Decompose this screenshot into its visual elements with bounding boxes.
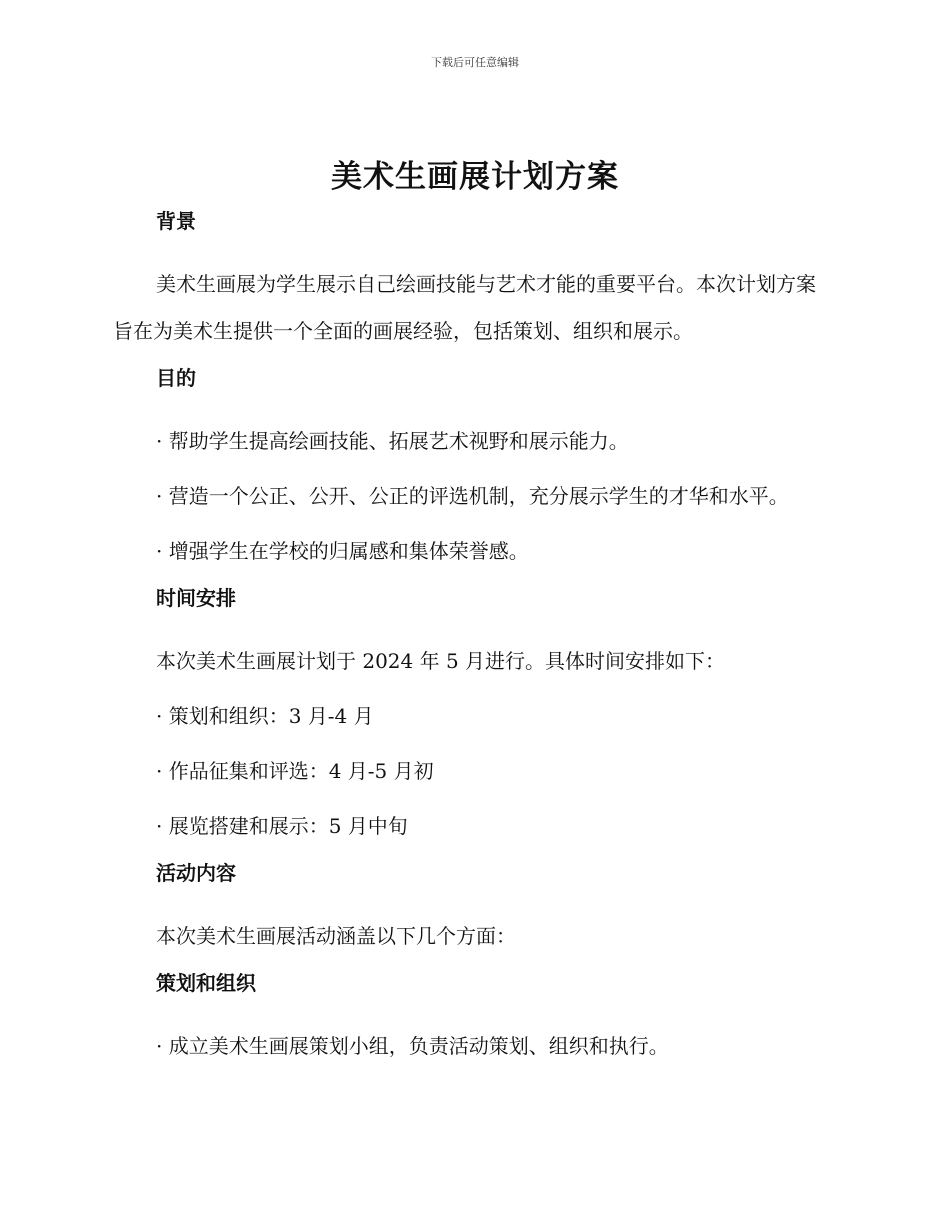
document-body [113, 206, 833, 1078]
page-header-note: 下载后可任意编辑 [431, 56, 519, 69]
section-heading-background: 背景 [156, 209, 196, 233]
schedule-item: · 作品征集和评选：4 月-5 月初 [156, 759, 434, 783]
section-heading-purpose: 目的 [156, 366, 196, 390]
purpose-item: · 帮助学生提高绘画技能、拓展艺术视野和展示能力。 [156, 429, 629, 453]
section-heading-planning: 策划和组织 [156, 971, 256, 995]
schedule-item: · 展览搭建和展示：5 月中旬 [156, 814, 408, 838]
document-title: 美术生画展计划方案 [331, 159, 619, 195]
section-heading-activities: 活动内容 [156, 861, 236, 885]
schedule-item: · 策划和组织：3 月-4 月 [156, 704, 374, 728]
schedule-intro: 本次美术生画展计划于 2024 年 5 月进行。具体时间安排如下： [156, 649, 726, 673]
planning-item: · 成立美术生画展策划小组，负责活动策划、组织和执行。 [156, 1034, 669, 1058]
purpose-item: · 增强学生在学校的归属感和集体荣誉感。 [156, 539, 529, 563]
activities-intro: 本次美术生画展活动涵盖以下几个方面： [156, 924, 516, 948]
background-paragraph: 美术生画展为学生展示自己绘画技能与艺术才能的重要平台。本次计划方案旨在为美术生提供一个全面的画展经验，包括策划、组织和展示。 [113, 272, 816, 343]
purpose-item: · 营造一个公正、公开、公正的评选机制，充分展示学生的才华和水平。 [156, 484, 789, 508]
section-heading-schedule: 时间安排 [156, 586, 236, 610]
